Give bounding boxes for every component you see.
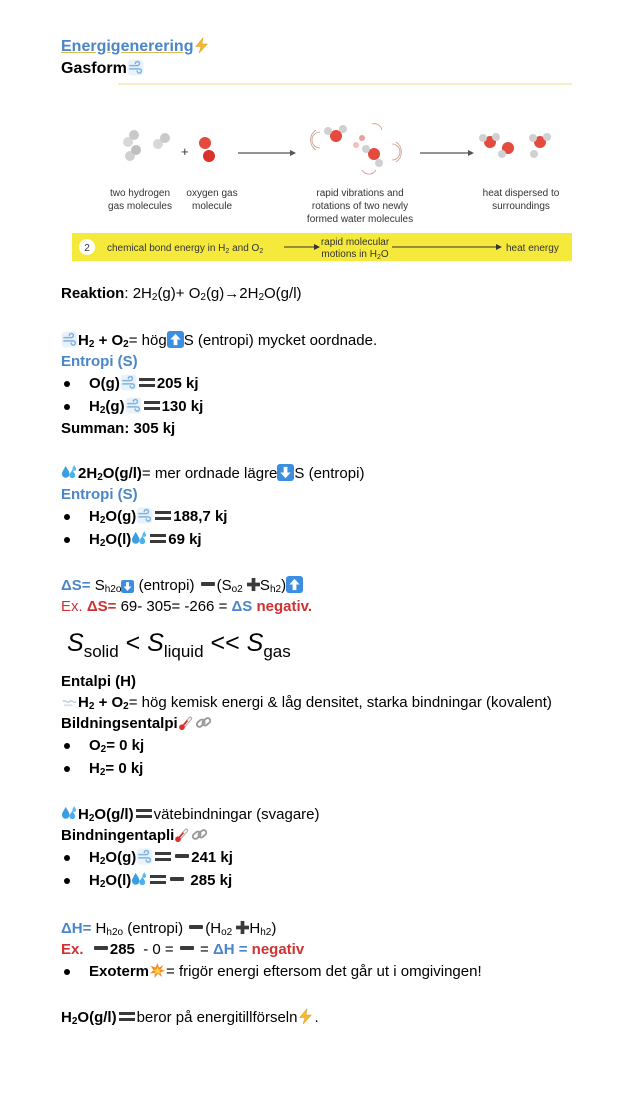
droplets-icon	[131, 871, 148, 888]
entropy-ordering-formula: $S_{solid} < S_{liquid} << S_{gas}$	[67, 629, 291, 661]
up-arrow-icon	[167, 331, 184, 348]
down-arrow-icon	[121, 580, 134, 593]
reaction-label: Reaktion	[61, 285, 125, 302]
droplets-icon	[61, 464, 78, 481]
diagram-spacer	[61, 80, 639, 283]
enthalpy-h2-o2-line: $H_2 + O_2=$ hög kemisk energi & låg densitet, starka bindningar (kovalent)	[61, 692, 639, 713]
lightning-icon	[297, 1008, 314, 1025]
entropy-heading-2: Entropi (S)	[61, 486, 138, 503]
explosion-icon	[149, 962, 166, 979]
minus-icon	[175, 854, 189, 858]
delta-h-example: Ex. 285 - 0 = = ΔH = negativ	[61, 941, 305, 958]
diagram-plus-sign: +	[181, 144, 189, 159]
h2-o2-desc: = hög	[128, 332, 167, 349]
water-bond-line: $H_2O(g/l)$ vätebindningar (svagare)	[61, 804, 639, 825]
list-item: $H_2O(g)$ 241 kj	[89, 846, 639, 869]
list-item: $O_2= 0$ kj	[89, 734, 639, 757]
thermometer-icon	[178, 714, 195, 731]
bond-enthalpy-heading: Bindningentapli	[61, 825, 639, 846]
bar-mid-text-line2: motions in $H_2O$	[321, 249, 389, 261]
reaction-equation: : $2H_2(g)+ O_2(g)\to 2H_2O(g/l)$	[124, 285, 302, 303]
equals-icon	[150, 875, 166, 884]
equals-icon	[155, 852, 171, 861]
formation-enthalpy-heading: Bildningsentalpi	[61, 713, 639, 734]
wind-icon	[127, 59, 144, 76]
droplets-icon	[61, 805, 78, 822]
equals-icon	[119, 1012, 135, 1021]
link-icon	[191, 826, 208, 843]
equals-icon	[139, 378, 155, 387]
wind-icon	[136, 507, 153, 524]
list-item: Exoterm = frigör energi eftersom det går ut i omgivingen!	[89, 960, 639, 983]
exotherm-list	[61, 960, 639, 983]
minus-icon	[189, 925, 203, 929]
entropy-sum: Summan: 305 kj	[61, 420, 176, 437]
equals-icon	[136, 809, 152, 818]
wind-icon	[125, 397, 142, 414]
minus-icon	[201, 582, 215, 586]
equals-icon	[155, 511, 171, 520]
bond-enthalpy-list	[61, 846, 639, 892]
label-hydrogen-line1: two hydrogen	[109, 188, 171, 199]
lightning-icon	[193, 37, 210, 54]
enthalpy-heading: Entalpi (H)	[61, 673, 136, 690]
equals-icon	[150, 534, 166, 543]
title-row	[61, 36, 639, 58]
document-body	[61, 36, 639, 1028]
delta-s-example: Ex. ΔS= 69- 305= -266 = ΔS negativ.	[61, 598, 313, 615]
list-item: $H_2O(l)$ 69 kj	[89, 528, 639, 551]
list-item: $H_2O(l)$ 285 kj	[89, 869, 639, 892]
label-oxygen-line2: molecule	[191, 201, 233, 212]
bar-mid-text-line1: rapid molecular	[320, 237, 390, 248]
up-arrow-icon	[286, 576, 303, 593]
list-item: O(g) 205 kj	[89, 372, 639, 395]
page-title-link[interactable]: Energigenerering	[61, 38, 194, 55]
entropy-list-1	[61, 372, 639, 418]
link-icon	[195, 714, 212, 731]
minus-icon	[94, 946, 108, 950]
label-vibrations-line1: rapid vibrations and	[316, 188, 404, 199]
minus-icon	[180, 946, 194, 950]
wind-icon	[120, 374, 137, 391]
water-entropy-line: $2H_2O(g/l)=$ mer ordnade lägre S (entropi)	[61, 463, 639, 484]
droplets-icon	[131, 530, 148, 547]
dash-icon	[61, 693, 78, 710]
h2-o2-entropy-line: $H_2 + O_2=$ hög S (entropi) mycket oordnade.	[61, 330, 639, 351]
bar-right-text: heat energy	[506, 243, 559, 254]
label-heat-line1: heat dispersed to	[482, 188, 560, 199]
down-arrow-icon	[277, 464, 294, 481]
reaction-line	[61, 283, 639, 304]
step-number: 2	[84, 243, 90, 254]
page-subtitle: Gasform	[61, 60, 127, 77]
label-hydrogen-line2: gas molecules	[108, 201, 172, 212]
h2-o2-desc-tail: S (entropi) mycket oordnade.	[183, 332, 378, 349]
label-vibrations-line2: rotations of two newly	[311, 201, 409, 212]
entropy-list-2	[61, 505, 639, 551]
label-heat-line2: surroundings	[492, 201, 550, 212]
entropy-heading-1: Entropi (S)	[61, 353, 138, 370]
list-item: $H_2O(g)$ 188,7 kj	[89, 505, 639, 528]
formation-enthalpy-list	[61, 734, 639, 780]
wind-icon	[61, 331, 78, 348]
minus-icon	[170, 877, 184, 881]
bar-left-text: chemical bond energy in $H_2$ and $O_2$	[107, 243, 264, 255]
subtitle-row	[61, 58, 639, 80]
equals-icon	[144, 401, 160, 410]
delta-h-formula: $\Delta H= H_{h2o}$ (entropi) ($H_{o2}$ $H_{h2}$)	[61, 920, 277, 938]
wind-icon	[136, 848, 153, 865]
delta-s-formula: $\Delta S= S_{h2o}$ (entropi) ($S_{o2}$ $S_{h2}$)	[61, 575, 639, 596]
list-item: $H_2(g)$ 130 kj	[89, 395, 639, 418]
plus-icon	[236, 921, 249, 934]
label-oxygen-line1: oxygen gas	[186, 188, 238, 199]
plus-icon	[247, 578, 260, 591]
list-item: $H_2= 0$ kj	[89, 757, 639, 780]
footer-line: $H_2O(g/l)$ beror på energitillförseln .	[61, 1009, 319, 1027]
label-vibrations-line3: formed water molecules	[306, 214, 414, 225]
thermometer-icon	[174, 826, 191, 843]
